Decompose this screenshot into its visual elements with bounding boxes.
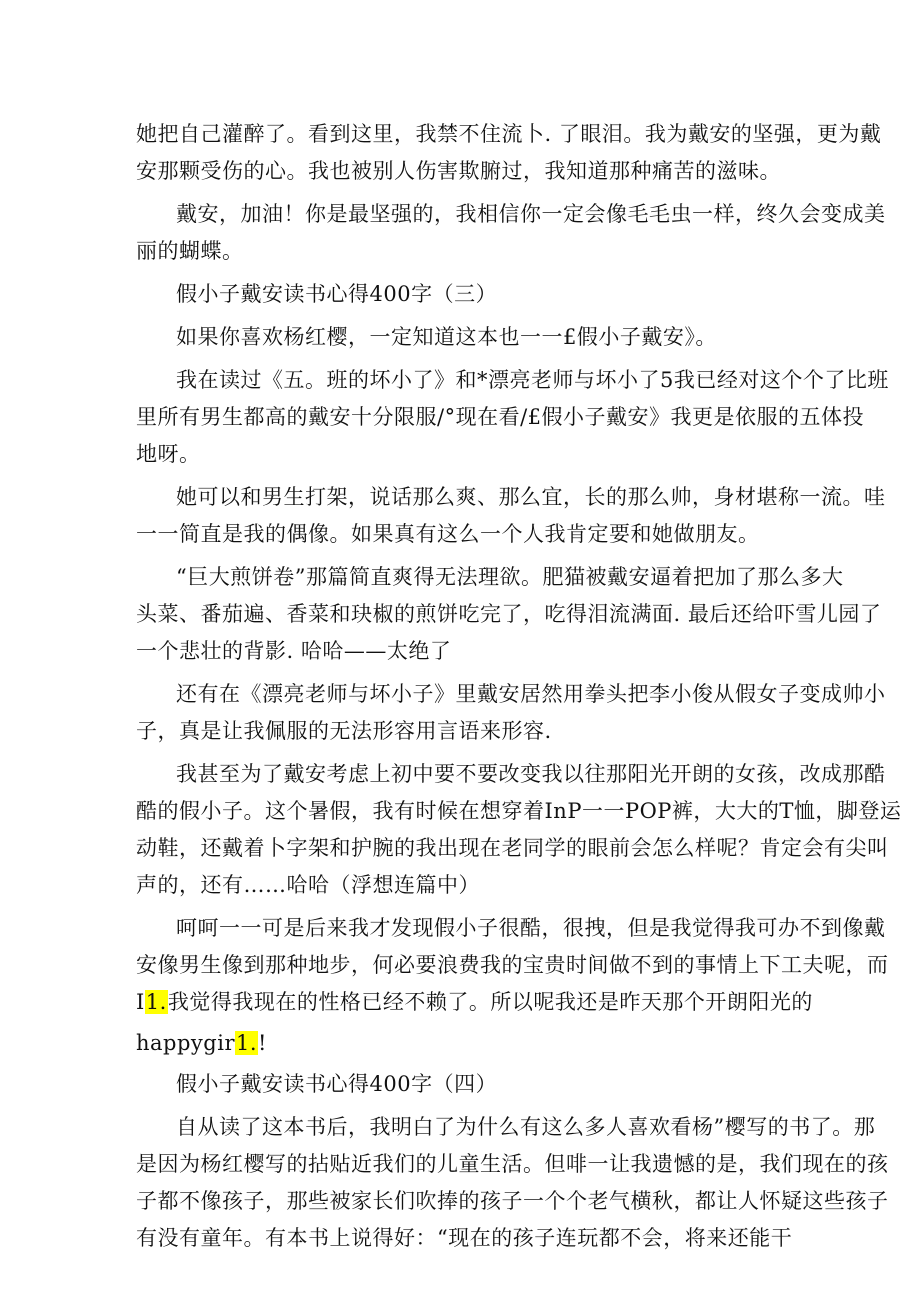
text-line: “巨大煎饼卷”那篇简直爽得无法理欲。肥猫被戴安逼着把加了那么多大: [176, 565, 844, 589]
text-line: 声的，还有……哈哈（浮想连篇中）: [136, 873, 480, 897]
line-text-end: !: [258, 1031, 267, 1055]
text-line: 里所有男生都高的戴安十分限服/°现在看/£假小子戴安》我更是依服的五体投: [136, 405, 865, 429]
text-line: 子都不像孩子，那些被家长们吹捧的孩子一个个老气横秋，都让人怀疑这些孩子: [136, 1189, 889, 1213]
text-line: 如果你喜欢杨红樱，一定知道这本也一一£假小子戴安》。: [176, 325, 717, 349]
highlighted-text: 1.: [145, 990, 167, 1014]
text-line: 地呀。: [136, 442, 201, 466]
text-line: 是因为杨红樱写的拈贴近我们的儿童生活。但啡一让我遗憾的是，我们现在的孩: [136, 1152, 889, 1176]
text-line: 我甚至为了戴安考虑上初中要不要改变我以往那阳光开朗的女孩，改成那酷: [176, 762, 886, 786]
text-line: [136, 1028, 267, 1058]
text-line: 她把自己灌醉了。看到这里，我禁不住流卜. 了眼泪。我为戴安的坚强，更为戴: [136, 122, 882, 146]
text-line: 她可以和男生打架，说话那么爽、那么宜，长的那么帅，身材堪称一流。哇: [176, 485, 886, 509]
text-line: 一一简直是我的偶像。如果真有这么一个人我肯定要和她做朋友。: [136, 522, 760, 546]
text-line: 我在读过《五。班的坏小了》和*漂亮老师与坏小了5我已经对这个个了比班: [176, 368, 889, 392]
text-line: 有没有童年。有本书上说得好：“现在的孩子连玩都不会，将来还能干: [136, 1226, 793, 1250]
section-heading: 假小子戴安读书心得400字（三）: [176, 282, 498, 306]
line-text-end: 我觉得我现在的性格已经不赖了。所以呢我还是昨天那个开朗阳光的: [167, 990, 813, 1014]
highlighted-text: 1.: [236, 1031, 258, 1055]
text-line: 戴安，加油！你是最坚强的，我相信你一定会像毛毛虫一样，终久会变成美: [176, 202, 886, 226]
text-line: 子，真是让我佩服的无法形容用言语来形容.: [136, 719, 552, 743]
text-line: 安像男生像到那种地步，何必要浪费我的宝贵时间做不到的事情上下工夫呢，而: [136, 953, 889, 977]
line-text-start: happygir: [136, 1031, 235, 1055]
text-line: 动鞋，还戴着卜字架和护腕的我出现在老同学的眼前会怎么样呢？肯定会有尖叫: [136, 836, 889, 860]
text-line: 酷的假小子。这个暑假，我有时候在想穿着InP一一POP裤，大大的T恤，脚登运: [136, 799, 902, 823]
text-line: 头菜、番茄遍、香菜和玦椒的煎饼吃完了，吃得泪流满面. 最后还给吓雪儿园了: [136, 602, 882, 626]
text-line: 安那颗受伤的心。我也被别人伤害欺腑过，我知道那种痛苦的滋味。: [136, 159, 781, 183]
text-line: 还有在《漂亮老师与坏小子》里戴安居然用拳头把李小俊从假女子变成帅小: [176, 682, 886, 706]
text-line: 一个悲壮的背影. 哈哈——太绝了: [136, 639, 452, 663]
text-line: 呵呵一一可是后来我才发现假小子很酷，很拽，但是我觉得我可办不到像戴: [176, 916, 886, 940]
text-line: [136, 987, 813, 1017]
line-text-start: I: [136, 990, 145, 1014]
text-line: 自从读了这本书后，我明白了为什么有这么多人喜欢看杨”樱写的书了。那: [176, 1115, 876, 1139]
text-line: 丽的蝴蝶。: [136, 239, 244, 263]
section-heading: 假小子戴安读书心得400字（四）: [176, 1072, 498, 1096]
